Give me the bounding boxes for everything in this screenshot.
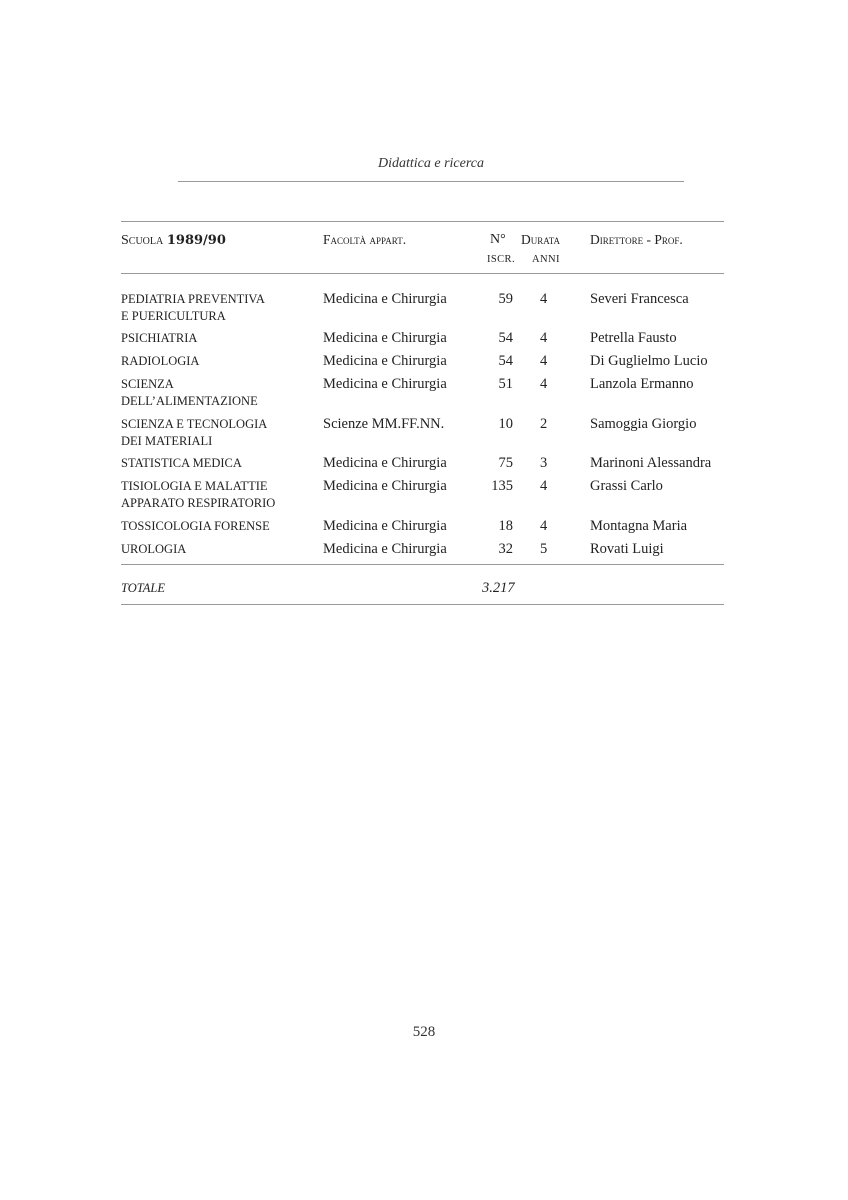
iscritti-cell: 75	[498, 455, 513, 471]
scuola-name-line: DEI MATERIALI	[121, 434, 213, 448]
scuola-label: Scuola	[121, 233, 164, 248]
direttore-cell: Severi Francesca	[590, 291, 689, 307]
scuola-name	[121, 291, 265, 325]
totale-top-rule	[121, 564, 724, 565]
direttore-cell: Rovati Luigi	[590, 541, 664, 557]
scuola-name	[121, 478, 275, 512]
iscritti-cell: 59	[498, 291, 513, 307]
direttore-cell: Grassi Carlo	[590, 478, 663, 494]
facolta-cell: Medicina e Chirurgia	[323, 541, 447, 557]
scuola-name	[121, 455, 242, 472]
scuola-name	[121, 541, 186, 558]
durata-cell: 5	[540, 541, 548, 557]
scuola-name-line: TISIOLOGIA E MALATTIE	[121, 479, 268, 493]
column-header-facolta: Facoltà appart.	[323, 232, 407, 247]
direttore-cell: Petrella Fausto	[590, 330, 677, 346]
column-header-anni: ANNI	[532, 254, 560, 265]
durata-cell: 4	[540, 518, 548, 534]
durata-cell: 4	[540, 376, 548, 392]
column-header-iscr: ISCR.	[487, 254, 515, 265]
iscritti-cell: 32	[498, 541, 513, 557]
scuola-name-line: STATISTICA MEDICA	[121, 456, 242, 470]
totale-label: TOTALE	[121, 581, 166, 595]
scuola-name	[121, 416, 267, 450]
durata-cell: 4	[540, 291, 548, 307]
iscritti-cell: 54	[498, 353, 513, 369]
column-header-scuola	[121, 231, 226, 250]
scuola-name-line: TOSSICOLOGIA FORENSE	[121, 519, 270, 533]
iscritti-cell: 54	[498, 330, 513, 346]
totale-value: 3.217	[482, 580, 515, 596]
facolta-cell: Scienze MM.FF.NN.	[323, 416, 445, 432]
running-head: Didattica e ricerca	[377, 156, 484, 171]
column-header-n: N°	[490, 232, 506, 247]
table-top-rule	[121, 221, 724, 222]
page-number: 528	[412, 1024, 436, 1040]
direttore-cell: Montagna Maria	[590, 518, 688, 534]
iscritti-cell: 135	[491, 478, 513, 494]
table-bottom-rule	[121, 604, 724, 605]
facolta-cell: Medicina e Chirurgia	[323, 478, 447, 494]
scuola-name-line: SCIENZA	[121, 377, 174, 391]
scuola-name	[121, 376, 258, 410]
iscritti-cell: 10	[498, 416, 513, 432]
scuola-name-line: DELL’ALIMENTAZIONE	[121, 394, 258, 408]
direttore-cell: Marinoni Alessandra	[590, 455, 712, 471]
facolta-cell: Medicina e Chirurgia	[323, 353, 447, 369]
scuola-name-line: SCIENZA E TECNOLOGIA	[121, 417, 268, 431]
iscritti-cell: 18	[498, 518, 513, 534]
header-bottom-rule	[121, 273, 724, 274]
direttore-cell: Di Guglielmo Lucio	[590, 353, 708, 369]
iscritti-cell: 51	[498, 376, 513, 392]
header-rule	[178, 181, 684, 182]
scuola-name	[121, 518, 270, 535]
durata-cell: 2	[540, 416, 548, 432]
scuola-name-line: PEDIATRIA PREVENTIVA	[121, 292, 265, 306]
scuola-year: 1989/90	[166, 233, 226, 248]
durata-cell: 4	[540, 478, 548, 494]
scuola-name-line: RADIOLOGIA	[121, 354, 200, 368]
durata-cell: 4	[540, 330, 548, 346]
facolta-cell: Medicina e Chirurgia	[323, 291, 447, 307]
scuola-name-line: UROLOGIA	[121, 542, 187, 556]
scuola-name-line: E PUERICULTURA	[121, 309, 226, 323]
scuola-name	[121, 353, 199, 370]
facolta-cell: Medicina e Chirurgia	[323, 455, 447, 471]
scuola-name-line: APPARATO RESPIRATORIO	[121, 496, 276, 510]
scuola-name	[121, 330, 197, 347]
facolta-cell: Medicina e Chirurgia	[323, 330, 447, 346]
durata-cell: 3	[540, 455, 548, 471]
scuola-name-line: PSICHIATRIA	[121, 331, 198, 345]
durata-cell: 4	[540, 353, 548, 369]
facolta-cell: Medicina e Chirurgia	[323, 518, 447, 534]
column-header-durata: Durata	[521, 232, 561, 247]
direttore-cell: Samoggia Giorgio	[590, 416, 697, 432]
facolta-cell: Medicina e Chirurgia	[323, 376, 447, 392]
column-header-direttore: Direttore - Prof.	[590, 232, 683, 247]
direttore-cell: Lanzola Ermanno	[590, 376, 694, 392]
